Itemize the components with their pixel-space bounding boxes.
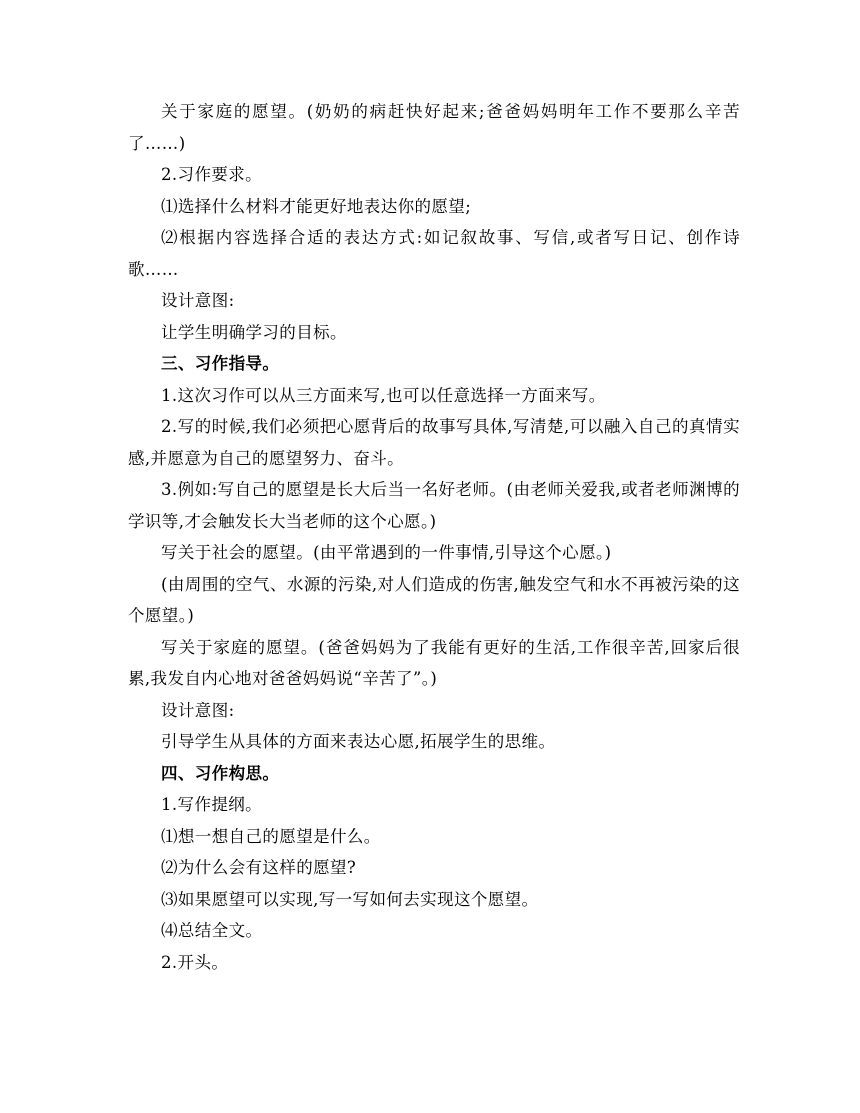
paragraph-design-intent-label: 设计意图: — [161, 291, 235, 310]
paragraph-family-wish-intro: 关于家庭的愿望。(奶奶的病赶快好起来;爸爸妈妈明年工作不要那么辛苦了……) — [128, 102, 740, 153]
paragraph-outline-2: ⑵为什么会有这样的愿望? — [161, 858, 357, 877]
paragraph-requirements-heading: 2.习作要求。 — [161, 165, 263, 184]
paragraph-requirement-1: ⑴选择什么材料才能更好地表达你的愿望; — [161, 196, 472, 216]
paragraph-guidance-2: 2.写的时候,我们必须把心愿背后的故事写具体,写清楚,可以融入自己的真情实感,并愿意为自己的愿望努力、奋斗。 — [128, 417, 740, 468]
document-page — [128, 96, 740, 978]
paragraph-design-intent-label-2: 设计意图: — [161, 700, 235, 720]
paragraph-requirement-2: ⑵根据内容选择合适的表达方式:如记叙故事、写信,或者写日记、创作诗歌…… — [128, 228, 740, 279]
paragraph-outline-3: ⑶如果愿望可以实现,写一写如何去实现这个愿望。 — [161, 889, 539, 909]
section-heading-conception: 四、习作构思。 — [161, 763, 280, 783]
paragraph-society-wish: 写关于社会的愿望。(由平常遇到的一件事情,引导这个心愿。) — [161, 543, 612, 562]
paragraph-outline-4: ⑷总结全文。 — [161, 921, 263, 940]
paragraph-pollution-wish: (由周围的空气、水源的污染,对人们造成的伤害,触发空气和水不再被污染的这个愿望。) — [128, 574, 740, 625]
section-heading-guidance: 三、习作指导。 — [161, 354, 280, 373]
paragraph-design-intent-text: 让学生明确学习的目标。 — [161, 322, 347, 342]
paragraph-guidance-3: 3.例如:写自己的愿望是长大后当一名好老师。(由老师关爱我,或者老师渊博的学识等,才会触发长大当老师的这个心愿。) — [128, 480, 740, 531]
paragraph-guidance-1: 1.这次习作可以从三方面来写,也可以任意选择一方面来写。 — [161, 385, 606, 405]
paragraph-outline-1: ⑴想一想自己的愿望是什么。 — [161, 826, 381, 846]
paragraph-opening-heading: 2.开头。 — [161, 952, 229, 972]
paragraph-family-wish-example: 写关于家庭的愿望。(爸爸妈妈为了我能有更好的生活,工作很辛苦,回家后很累,我发自内心地对爸爸妈妈说“辛苦了”。) — [128, 637, 740, 688]
paragraph-design-intent-text-2: 引导学生从具体的方面来表达心愿,拓展学生的思维。 — [161, 732, 556, 751]
paragraph-outline-heading: 1.写作提纲。 — [161, 795, 263, 814]
